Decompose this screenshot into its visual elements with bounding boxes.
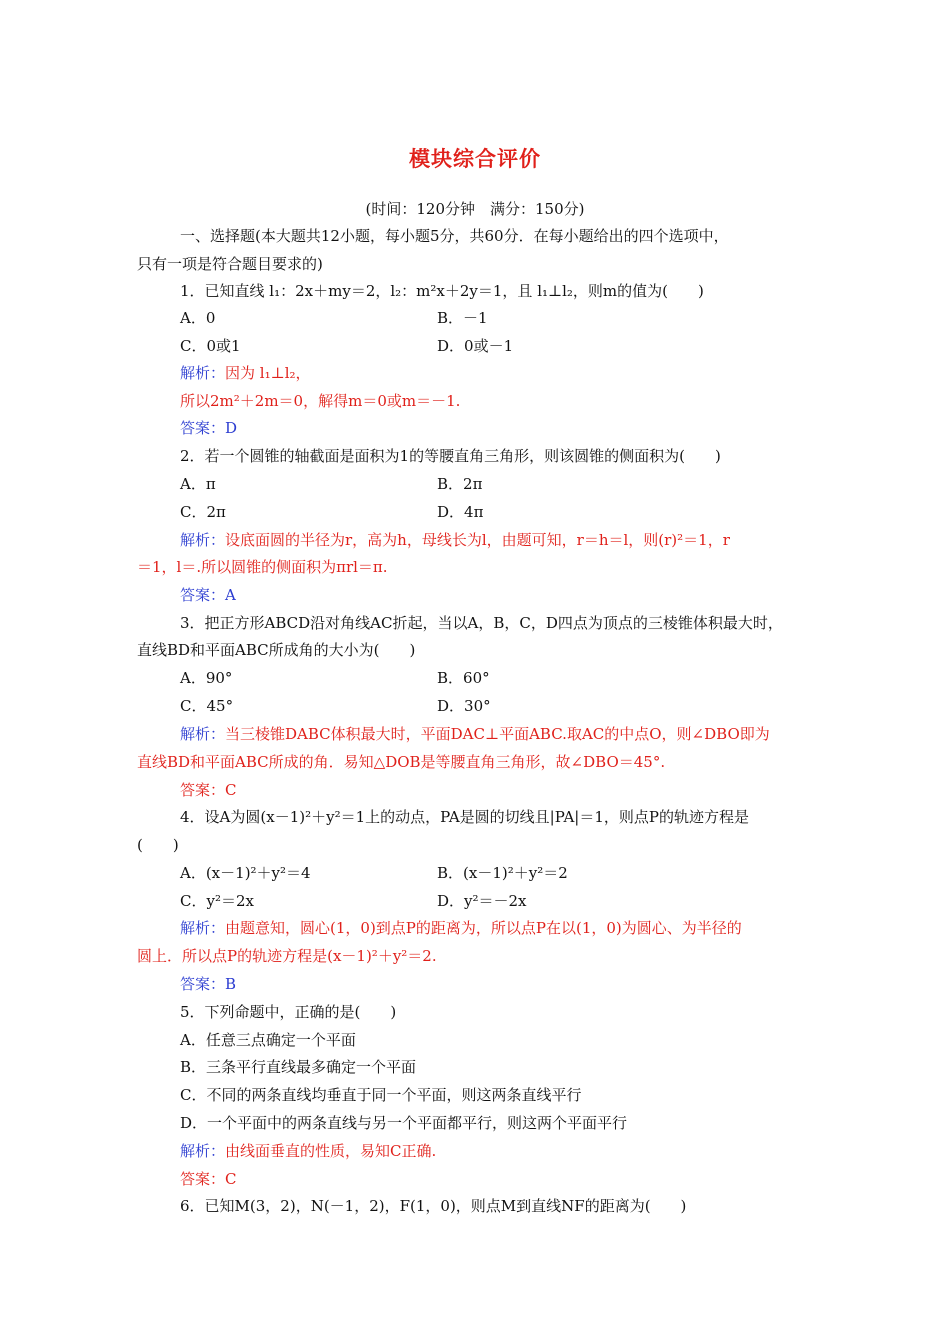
q5-analysis-text: 由线面垂直的性质，易知C正确.	[225, 1142, 437, 1160]
q2-stem: 2．若一个圆锥的轴截面是面积为1的等腰直角三角形，则该圆锥的侧面积为( )	[180, 447, 721, 465]
q1-analysis-line-1	[180, 363, 311, 383]
q2-analysis-label: 解析：	[180, 531, 226, 549]
q2-answer: 答案：A	[180, 586, 236, 604]
q3-option-a: A．90°	[180, 669, 233, 687]
q5-analysis-line	[180, 1141, 436, 1161]
q4-option-c: C．y²＝2x	[180, 892, 254, 910]
page-title: 模块综合评价	[409, 146, 541, 171]
q1-option-b: B．－1	[437, 309, 488, 327]
q4-option-a: A．(x－1)²＋y²＝4	[180, 864, 311, 882]
q5-stem: 5．下列命题中，正确的是( )	[180, 1003, 397, 1021]
q1-option-d: D．0或－1	[437, 337, 514, 355]
q2-analysis-line-1	[180, 530, 730, 550]
q4-answer: 答案：B	[180, 975, 237, 993]
q1-analysis-text-1: 因为 l₁⊥l₂，	[225, 364, 311, 382]
q4-analysis-line-2: 圆上．所以点P的轨迹方程是(x－1)²＋y²＝2.	[137, 947, 437, 965]
q3-analysis-text-1: 当三棱锥DABC体积最大时，平面DAC⊥平面ABC.取AC的中点O，则∠DBO即为	[225, 725, 770, 743]
section-header-line-2: 只有一项是符合题目要求的)	[137, 255, 323, 273]
q2-analysis-text-1: 设底面圆的半径为r，高为h，母线长为l，由题可知，r＝h＝l，则(r)²＝1，r	[225, 531, 730, 549]
q4-analysis-text-1: 由题意知，圆心(1，0)到点P的距离为，所以点P在以(1，0)为圆心、为半径的	[225, 919, 742, 937]
q5-option-c: C．不同的两条直线均垂直于同一个平面，则这两条直线平行	[180, 1086, 582, 1104]
q3-stem-line-1: 3．把正方形ABCD沿对角线AC折起，当以A，B，C，D四点为顶点的三棱锥体积最大时，	[180, 614, 783, 632]
q2-analysis-line-2: ＝1，l＝.所以圆锥的侧面积为πrl＝π.	[137, 558, 388, 576]
q5-option-d: D．一个平面中的两条直线与另一个平面都平行，则这两个平面平行	[180, 1114, 628, 1132]
q4-analysis-line-1	[180, 918, 742, 938]
q6-stem: 6．已知M(3，2)，N(－1，2)，F(1，0)，则点M到直线NF的距离为( )	[180, 1197, 687, 1215]
q4-analysis-label: 解析：	[180, 919, 226, 937]
q5-answer: 答案：C	[180, 1170, 237, 1188]
q3-stem-line-2: 直线BD和平面ABC所成角的大小为( )	[137, 641, 416, 659]
q4-option-d: D．y²＝－2x	[437, 892, 527, 910]
q2-option-b: B．2π	[437, 475, 483, 493]
q1-stem: 1．已知直线 l₁：2x＋my＝2，l₂：m²x＋2y＝1，且 l₁⊥l₂，则m的值为( )	[180, 282, 704, 300]
q3-option-b: B．60°	[437, 669, 490, 687]
exam-meta: (时间：120分钟 满分：150分)	[365, 200, 585, 218]
q2-option-a: A．π	[180, 475, 216, 493]
q5-option-b: B．三条平行直线最多确定一个平面	[180, 1058, 417, 1076]
q4-stem-line-2: ( )	[137, 836, 179, 854]
q1-option-a: A．0	[180, 309, 216, 327]
section-header-line-1: 一、选择题(本大题共12小题，每小题5分，共60分．在每小题给出的四个选项中，	[180, 227, 729, 245]
q3-option-c: C．45°	[180, 697, 234, 715]
q5-analysis-label: 解析：	[180, 1142, 226, 1160]
q3-answer: 答案：C	[180, 781, 237, 799]
q1-analysis-line-2: 所以2m²＋2m＝0，解得m＝0或m＝－1.	[180, 392, 461, 410]
q4-option-b: B．(x－1)²＋y²＝2	[437, 864, 568, 882]
q3-analysis-label: 解析：	[180, 725, 226, 743]
q4-stem-line-1: 4．设A为圆(x－1)²＋y²＝1上的动点，PA是圆的切线且|PA|＝1，则点P的轨迹方程是	[180, 808, 749, 826]
q2-option-d: D．4π	[437, 503, 484, 521]
q3-option-d: D．30°	[437, 697, 491, 715]
q1-answer: 答案：D	[180, 419, 238, 437]
q3-analysis-line-2: 直线BD和平面ABC所成的角．易知△DOB是等腰直角三角形，故∠DBO＝45°.	[137, 753, 666, 771]
q5-option-a: A．任意三点确定一个平面	[180, 1031, 356, 1049]
q3-analysis-line-1	[180, 724, 770, 744]
q1-option-c: C．0或1	[180, 337, 241, 355]
q2-option-c: C．2π	[180, 503, 226, 521]
q1-analysis-label: 解析：	[180, 364, 226, 382]
